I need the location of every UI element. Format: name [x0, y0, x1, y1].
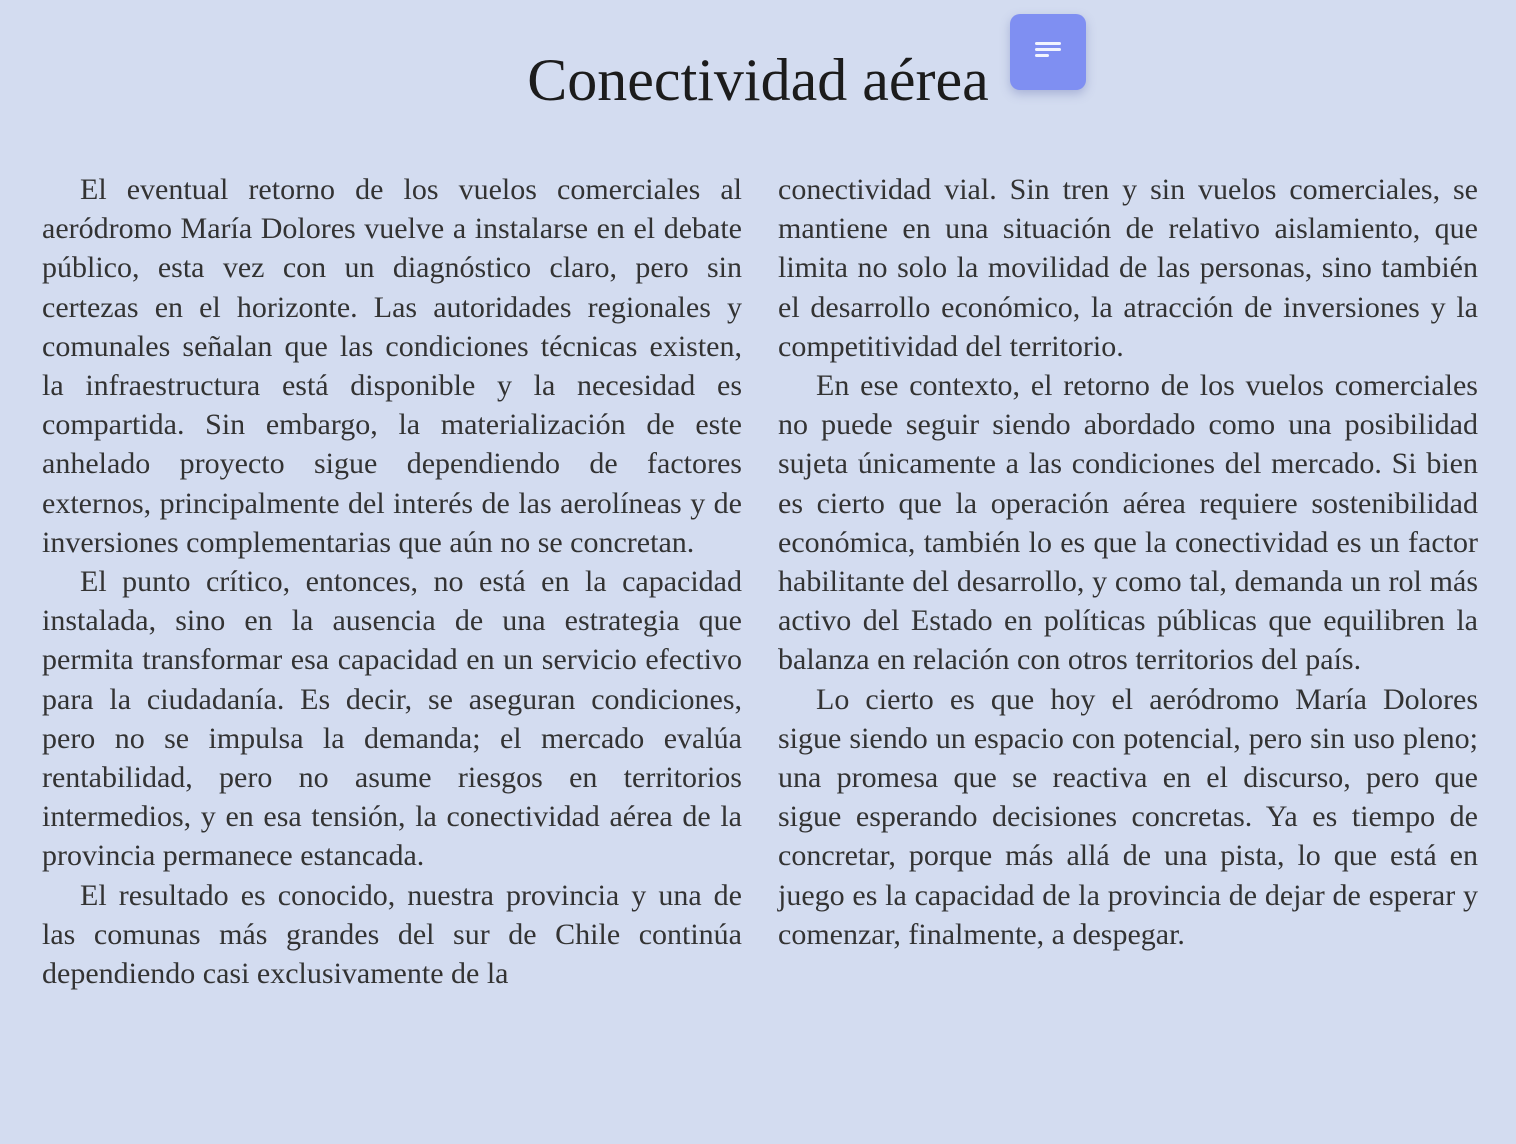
menu-lines-icon: [1034, 38, 1062, 62]
paragraph: Lo cierto es que hoy el aeródromo María Dolores sigue siendo un espacio con potencial, pero sin uso pleno; una promesa que se reactiva en el discurso, pero que sigue esperando decisiones concretas. Ya es tiempo de concretar, porque más allá de una pista, lo que está en juego es la capacidad de la provincia de dejar de esperar y comenzar, finalmente, a despegar.: [778, 682, 1478, 951]
paragraph-continued: conectividad vial. Sin tren y sin vuelos comerciales, se mantiene en una situación de relativo aislamiento, que limita no solo la movilidad de las personas, sino también el desarrollo económico, la atracción de inversiones y la competitividad del territorio.: [778, 173, 1478, 363]
paragraph: En ese contexto, el retorno de los vuelos comerciales no puede seguir siendo abordado como una posibilidad sujeta únicamente a las condiciones del mercado. Si bien es cierto que la operación aérea requiere sostenibilidad económica, también lo es que la conectividad es un factor habilitante del desarrollo, y como tal, demanda un rol más activo del Estado en políticas públicas que equilibren la balanza en relación con otros territorios del país.: [778, 369, 1478, 677]
paragraph: El punto crítico, entonces, no está en la capacidad instalada, sino en la ausencia de una estrategia que permita transformar esa capacidad en un servicio efectivo para la ciudadanía. Es decir, se aseguran condiciones, pero no se impulsa la demanda; el mercado evalúa rentabilidad, pero no asume riesgos en territorios intermedios, y en esa tensión, la conectividad aérea de la provincia permanece estancada.: [42, 565, 742, 873]
page-title: Conectividad aérea: [527, 47, 989, 113]
paragraph: El eventual retorno de los vuelos comerciales al aeródromo María Dolores vuelve a instalarse en el debate público, esta vez con un diagnóstico claro, pero sin certezas en el horizonte. Las autoridades regionales y comunales señalan que las condiciones técnicas existen, la infraestructura está disponible y la necesidad es compartida. Sin embargo, la materialización de este anhelado proyecto sigue dependiendo de factores externos, principalmente del interés de las aerolíneas y de inversiones complementarias que aún no se concretan.: [42, 173, 742, 559]
article-column-right: [778, 170, 1478, 954]
paragraph: El resultado es conocido, nuestra provincia y una de las comunas más grandes del sur de Chile continúa dependiendo casi exclusivamente de la: [42, 878, 742, 991]
menu-button[interactable]: [1010, 14, 1086, 90]
article-column-left: [42, 170, 742, 993]
